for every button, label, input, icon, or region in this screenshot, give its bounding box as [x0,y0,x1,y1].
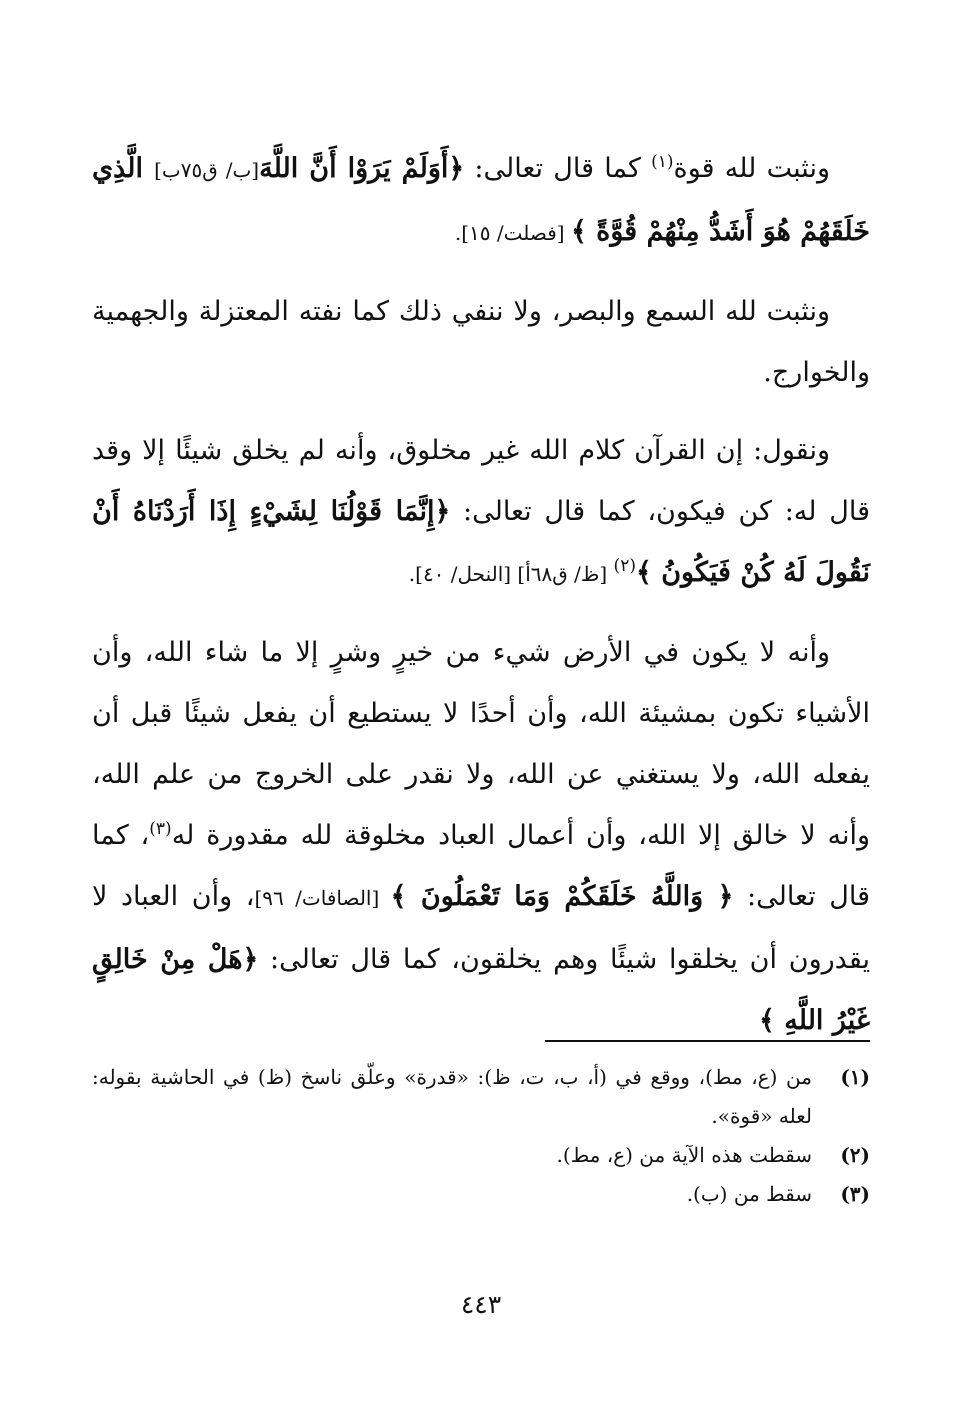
quran-verse: الَّذِي خَلَقَهُمْ هُوَ أَشَدُّ مِنْهُمْ قُوَّةً [92,153,870,247]
quran-open-bracket: ﴿ [434,496,451,527]
footnote-2 [92,1136,870,1175]
quran-verse: هَلْ مِنْ خَالِقٍ غَيْرُ اللَّهِ [92,944,870,1036]
quran-verse: وَاللَّهُ خَلَقَكُمْ وَمَا تَعْمَلُونَ [406,881,718,912]
quran-verse: أَوَلَمْ يَرَوْا أَنَّ اللَّهَ [259,153,449,184]
quran-close-bracket: ﴾ [390,881,407,912]
manuscript-reference: [ب/ ق٧٥ب] [154,158,260,182]
text-run: ، كما قال تعالى: [92,820,870,912]
main-text [92,138,870,1068]
footnote-text: سقط من (ب). [686,1182,812,1206]
page-number: ٤٤٣ [460,1290,502,1319]
quran-close-bracket: ﴾ [759,1005,785,1036]
quran-open-bracket: ﴿ [242,944,259,975]
paragraph-4 [92,622,870,1051]
footnote-3 [92,1175,870,1214]
paragraph-3 [92,420,870,605]
footnote-marker-2[interactable]: (٢) [613,556,636,576]
footnote-text: من (ع، مط)، ووقع في (أ، ب، ت، ظ): «قدرة» وعلّق ناسخ (ظ) في الحاشية بقوله: لعله «قوة». [92,1065,812,1128]
footnotes [92,1058,870,1214]
footnote-text: سقطت هذه الآية من (ع، مط). [556,1143,812,1167]
quran-close-bracket: ﴾ [570,216,587,247]
quran-open-bracket: ﴿ [717,881,734,912]
quran-open-bracket: ﴿ [448,153,465,184]
footnote-1 [92,1058,870,1136]
quran-verse: إِنَّمَا قَوْلُنَا لِشَيْءٍ إِذَا أَرَدْنَاهُ أَنْ نَقُولَ لَهُ كُنْ فَيَكُونُ [92,496,870,588]
surah-reference: [الصافات/ ٩٦] [254,886,391,910]
quran-close-bracket: ﴾ [635,557,652,588]
footnote-number: (٢) [840,1143,870,1167]
text-run: ، وأن العباد لا يقدرون أن يخلقوا شيئًا وهم يخلقون، كما قال تعالى: [92,881,870,975]
footnote-marker-1[interactable]: (١) [651,152,674,172]
paragraph-1 [92,138,870,264]
text-run: وأنه لا يكون في الأرض شيء من خيرٍ وشرٍ إلا ما شاء الله، وأن الأشياء تكون بمشيئة الله، وأن أحدًا لا يستطيع أن يفعل شيئًا قبل أن يفعله الله، ولا يستغني عن الله، ولا نقدر على الخروج من علم الله، وأنه لا خالق إلا الله، وأن أعمال العباد مخلوقة لله مقدورة له [92,637,870,851]
footnote-marker-3[interactable]: (٣) [149,819,172,839]
surah-reference: [فصلت/ ١٥]. [454,221,571,245]
text-run: ونثبت لله قوة [673,153,830,184]
text-run: كما قال تعالى: [464,153,652,184]
footnote-separator [545,1040,870,1042]
surah-reference: [النحل/ ٤٠]. [408,562,512,586]
manuscript-reference: [ظ/ ق٦٨أ] [511,562,614,586]
footnote-number: (١) [840,1065,870,1089]
text-run: ونقول: إن القرآن كلام الله غير مخلوق، وأنه لم يخلق شيئًا إلا وقد قال له: كن فيكون، كما قال تعالى: [92,435,870,527]
footnote-number: (٣) [840,1182,870,1206]
paragraph-2: ونثبت لله السمع والبصر، ولا ننفي ذلك كما نفته المعتزلة والجهمية والخوارج. [92,296,870,388]
